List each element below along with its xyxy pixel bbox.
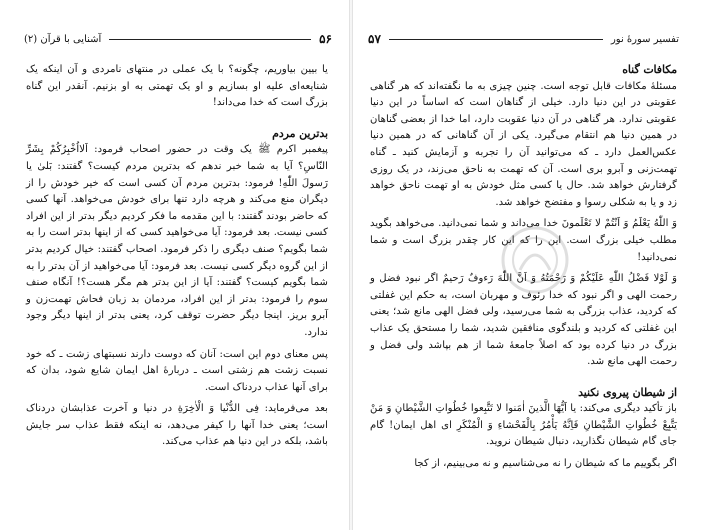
paragraph: پیغمبر اکرم ﷺ یک وقت در حضور اصحاب فرمود: اَلااُخْبِرُكُمْ بِشَرِّ النّاسِ؟ آیا به شما خبر ندهم که بدترین مردم کیست؟ گفتند: بَلیٰ یا رَسولَ اللّٰهِ! فرمود: بدترین مردم آن کسی است که خیر خودش را از دیگران منع می‌کند و هرچه دارد تنها برای خودش می‌خواهد. آنها کسی که حاضر بودند گفتند: با این مقدمه ما فکر کردیم دیگر بدتر از این افراد کسی نیست. بعد فرمود: آیا می‌خواهید کسی که از اینها بدتر است را به شما بگویم؟ صنف دیگری را ذکر فرمود. اصحاب گفتند: خیال کردیم بدتر از این گروه دیگر کسی نیست. بعد فرمود: آیا می‌خواهید از آن بدتر را به شما بگویم کیست؟ گفتند: آیا از این بدتر هم مگر هست؟! آنگاه صنف سوم را فرمود: بدتر از این افراد، مردمان بد زبان فحاش تهمت‌زن و آبرو بریز. اینجا دیگر حضرت توقف کرد، یعنی بدتر از اینها دیگر وجود ندارد. [26,144,328,338]
watermark-logo [500,225,570,295]
section-heading: از شیطان پیروی نکنید [578,385,677,399]
section-heading: بدترین مردم [272,126,328,140]
paragraph: پس معنای دوم این است: آنان که دوست دارند نسبتهای زشت ـ که خود نسبت زشت هم زشتی است ـ دربارهٔ اهل ایمان شایع شود، بدان که برای آنها عذاب دردناک است. [26,348,328,393]
paragraph: وَ اللّٰهُ یَعْلَمُ وَ اَنْتُمْ لا تَعْلَمونَ خدا می‌داند و شما نمی‌دانید. می‌خواهد بگوید مطلب خیلی بزرگ است. این را که این کار چقدر بزرگ است و شما نمی‌دانید! [370,218,677,263]
paragraph: اگر بگوییم ما که شیطان را نه می‌شناسیم و نه می‌بینیم، از کجا [414,458,677,470]
left-header-rule [109,39,311,40]
paragraph: یا بیین بیاوریم، چگونه؟ با یک عملی در منتهای نامردی و آن اینکه یک شنایعه‌ای علیه او بسازیم و او یک تهمتی به او بزنیم. آنقدر این گناه بزرگ است که خدا می‌داند! [26,64,328,109]
left-page-body [26,62,328,451]
left-running-head [24,30,332,48]
right-running-title: تفسیر سورهٔ نور [610,33,679,45]
right-header-rule [389,39,603,40]
left-running-title: آشنایی با قرآن (۲) [24,33,102,45]
left-page-number: ۵۶ [319,32,332,46]
left-page [0,0,350,530]
paragraph: باز تأکید دیگری می‌کند: یا اَیُّهَا الَّذینَ اٰمَنوا لا تَتَّبِعوا خُطُواتِ الشَّیْطانِ وَ مَنْ یَتَّبِعْ خُطُواتِ الشَّیْطانِ فَاِنَّهُ یَأْمُرُ بِالْفَحْشاءِ وَ الْمُنْكَرِ ای اهل ایمان! گام جای گام شیطان نگذارید، دنبال شیطان نروید. [370,403,677,448]
right-running-head [368,30,679,48]
section-heading: مکافات گناه [622,63,677,76]
paragraph: وَ لَوْلا فَضْلُ اللّٰهِ عَلَیْكُمْ وَ رَحْمَتُهُ وَ اَنَّ اللّٰهَ رَءوفٌ رَحیمٌ اگر نبود فضل و رحمت الهی و اگر نبود که خدا رئوف و مهربان است، به حکم این غفلتی که کردید، عذاب بزرگی به شما می‌رسید، ولی فضل الهی مانع شد؛ یعنی این غفلتی که کردید و بلندگوی منافقین شدید، شما را مستحق یک عذاب بزرگ در دنیا کرده بود که اصلاً جامعهٔ شما از هم بپاشد ولی فضل و رحمت الهی مانع شد. [370,273,677,368]
paragraph: مسئلهٔ مکافات قابل توجه است. چنین چیزی به ما نگفته‌اند که هر گناهی عقوبتی در این دنیا دارد. خیلی از گناهان است که اساساً در این دنیا عقوبتی ندارد. هر گناهی در آن دنیا عقوبت دارد، اما خدا از بعضی گناهان در همین دنیا هم انتقام می‌گیرد. یکی از آن گناهانی که در همین دنیا عکس‌العمل دارد ـ که می‌توانید آن را تجربه و آزمایش کنید ـ گناه تهمت‌زنی و آبرو بری است. آن که تهمت به ناحق می‌زند، در یک روزی گرفتارش خواهد شد. حال یا کسی مثل خودش به او تهمت ناحق خواهد زد و یا به شکلی رسوا و مفتضح خواهد شد. [370,80,677,208]
right-page-number: ۵۷ [368,32,381,46]
paragraph: بعد می‌فرماید: فِی الدُّنْیا وَ الْاٰخِرَةِ در دنیا و آخرت عذابشان دردناک است؛ یعنی خدا آنها را کیفر می‌دهد، نه اینکه فقط عذاب سر جایش باشد، بلکه در این دنیا هم عذاب می‌کند. [26,403,328,448]
